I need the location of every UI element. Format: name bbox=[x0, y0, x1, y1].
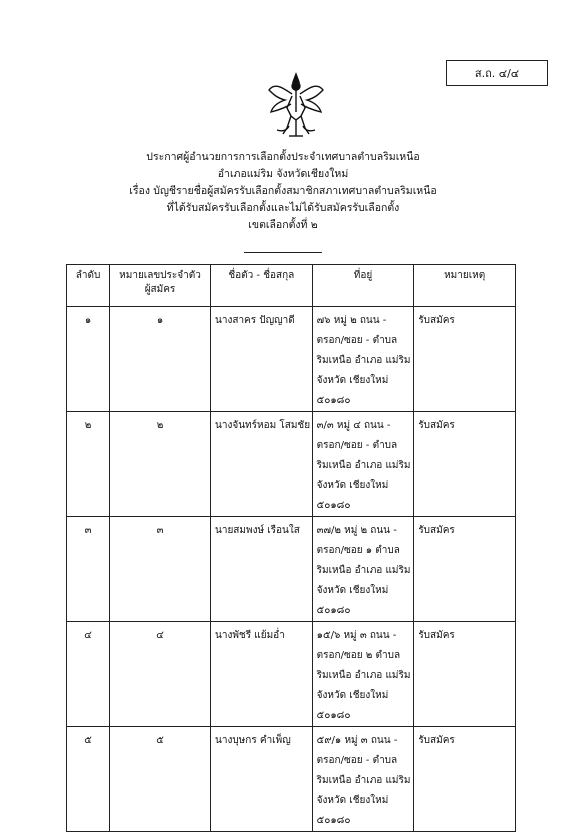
heading-line-5: เขตเลือกตั้งที่ ๒ bbox=[248, 219, 318, 231]
cell-address bbox=[312, 412, 414, 517]
cell-name: นางพัชรี แย้มอ่ำ bbox=[211, 622, 313, 727]
address-line: จังหวัด เชียงใหม่ bbox=[316, 585, 389, 596]
heading-line-2: อำเภอแม่ริม จังหวัดเชียงใหม่ bbox=[217, 168, 349, 180]
cell-note: รับสมัคร bbox=[414, 517, 516, 622]
cell-note: รับสมัคร bbox=[414, 412, 516, 517]
table-header-row bbox=[67, 265, 516, 307]
cell-seq: ๒ bbox=[67, 412, 110, 517]
header-number-line1: หมายเลขประจำตัว bbox=[119, 270, 201, 281]
cell-address bbox=[312, 517, 414, 622]
address-line: ๑๕/๖ หมู่ ๓ ถนน - bbox=[316, 630, 397, 641]
cell-name: นางบุษกร คำเพ็ญ bbox=[211, 727, 313, 832]
address-line: จังหวัด เชียงใหม่ bbox=[316, 690, 389, 701]
header-seq: ลำดับ bbox=[67, 265, 110, 307]
address-line: จังหวัด เชียงใหม่ bbox=[316, 480, 389, 491]
address-line: ๗๖ หมู่ ๒ ถนน - bbox=[316, 315, 387, 326]
address-line: ๕๐๑๘๐ bbox=[316, 395, 351, 406]
address-line: ริมเหนือ อำเภอ แม่ริม bbox=[316, 775, 411, 786]
header-note: หมายเหตุ bbox=[414, 265, 516, 307]
cell-number: ๕ bbox=[110, 727, 211, 832]
address-line: จังหวัด เชียงใหม่ bbox=[316, 375, 389, 386]
heading-line-4: ที่ได้รับสมัครรับเลือกตั้งและไม่ได้รับสมัครรับเลือกตั้ง bbox=[166, 202, 400, 214]
cell-seq: ๔ bbox=[67, 622, 110, 727]
heading-divider bbox=[244, 252, 322, 253]
header-number-line2: ผู้สมัคร bbox=[144, 284, 176, 295]
address-line: ตรอก/ซอย - ตำบล bbox=[316, 335, 398, 346]
address-line: ๕๐๑๘๐ bbox=[316, 605, 351, 616]
garuda-emblem-icon bbox=[265, 72, 327, 142]
address-line: ริมเหนือ อำเภอ แม่ริม bbox=[316, 460, 411, 471]
cell-address bbox=[312, 307, 414, 412]
cell-address bbox=[312, 622, 414, 727]
address-line: ริมเหนือ อำเภอ แม่ริม bbox=[316, 670, 411, 681]
address-line: ๕๐๑๘๐ bbox=[316, 710, 351, 721]
cell-number: ๑ bbox=[110, 307, 211, 412]
form-code-box bbox=[446, 60, 548, 86]
cell-seq: ๓ bbox=[67, 517, 110, 622]
candidate-table bbox=[66, 264, 516, 832]
address-line: ตรอก/ซอย - ตำบล bbox=[316, 755, 398, 766]
cell-note: รับสมัคร bbox=[414, 307, 516, 412]
table-row bbox=[67, 307, 516, 412]
address-line: ๕๙/๑ หมู่ ๓ ถนน - bbox=[316, 735, 398, 746]
address-line: ๕๐๑๘๐ bbox=[316, 500, 351, 511]
heading-line-3: เรื่อง บัญชีรายชื่อผู้สมัครรับเลือกตั้งสมาชิกสภาเทศบาลตำบลริมเหนือ bbox=[129, 185, 437, 197]
cell-number: ๓ bbox=[110, 517, 211, 622]
address-line: ๓/๓ หมู่ ๔ ถนน - bbox=[316, 420, 391, 431]
header-name: ชื่อตัว - ชื่อสกุล bbox=[211, 265, 313, 307]
cell-address bbox=[312, 727, 414, 832]
cell-note: รับสมัคร bbox=[414, 727, 516, 832]
address-line: ตรอก/ซอย ๑ ตำบล bbox=[316, 545, 400, 556]
cell-name: นางสาคร ปัญญาดี bbox=[211, 307, 313, 412]
cell-seq: ๕ bbox=[67, 727, 110, 832]
table-row bbox=[67, 727, 516, 832]
cell-seq: ๑ bbox=[67, 307, 110, 412]
address-line: จังหวัด เชียงใหม่ bbox=[316, 795, 389, 806]
cell-number: ๒ bbox=[110, 412, 211, 517]
cell-name: นายสมพงษ์ เรือนใส bbox=[211, 517, 313, 622]
address-line: ตรอก/ซอย - ตำบล bbox=[316, 440, 398, 451]
header-number bbox=[110, 265, 211, 307]
address-line: ริมเหนือ อำเภอ แม่ริม bbox=[316, 565, 411, 576]
table-row bbox=[67, 622, 516, 727]
header-address: ที่อยู่ bbox=[312, 265, 414, 307]
address-line: ตรอก/ซอย ๒ ตำบล bbox=[316, 650, 401, 661]
table-row bbox=[67, 412, 516, 517]
cell-name: นางจันทร์หอม โสมชัย bbox=[211, 412, 313, 517]
cell-number: ๔ bbox=[110, 622, 211, 727]
table-row bbox=[67, 517, 516, 622]
address-line: ริมเหนือ อำเภอ แม่ริม bbox=[316, 355, 411, 366]
cell-note: รับสมัคร bbox=[414, 622, 516, 727]
address-line: ๕๐๑๘๐ bbox=[316, 815, 351, 826]
address-line: ๓๗/๒ หมู่ ๒ ถนน - bbox=[316, 525, 397, 536]
heading-line-1: ประกาศผู้อำนวยการการเลือกตั้งประจำเทศบาลตำบลริมเหนือ bbox=[146, 151, 420, 163]
form-code-text: ส.ถ. ๔/๔ bbox=[474, 67, 520, 80]
